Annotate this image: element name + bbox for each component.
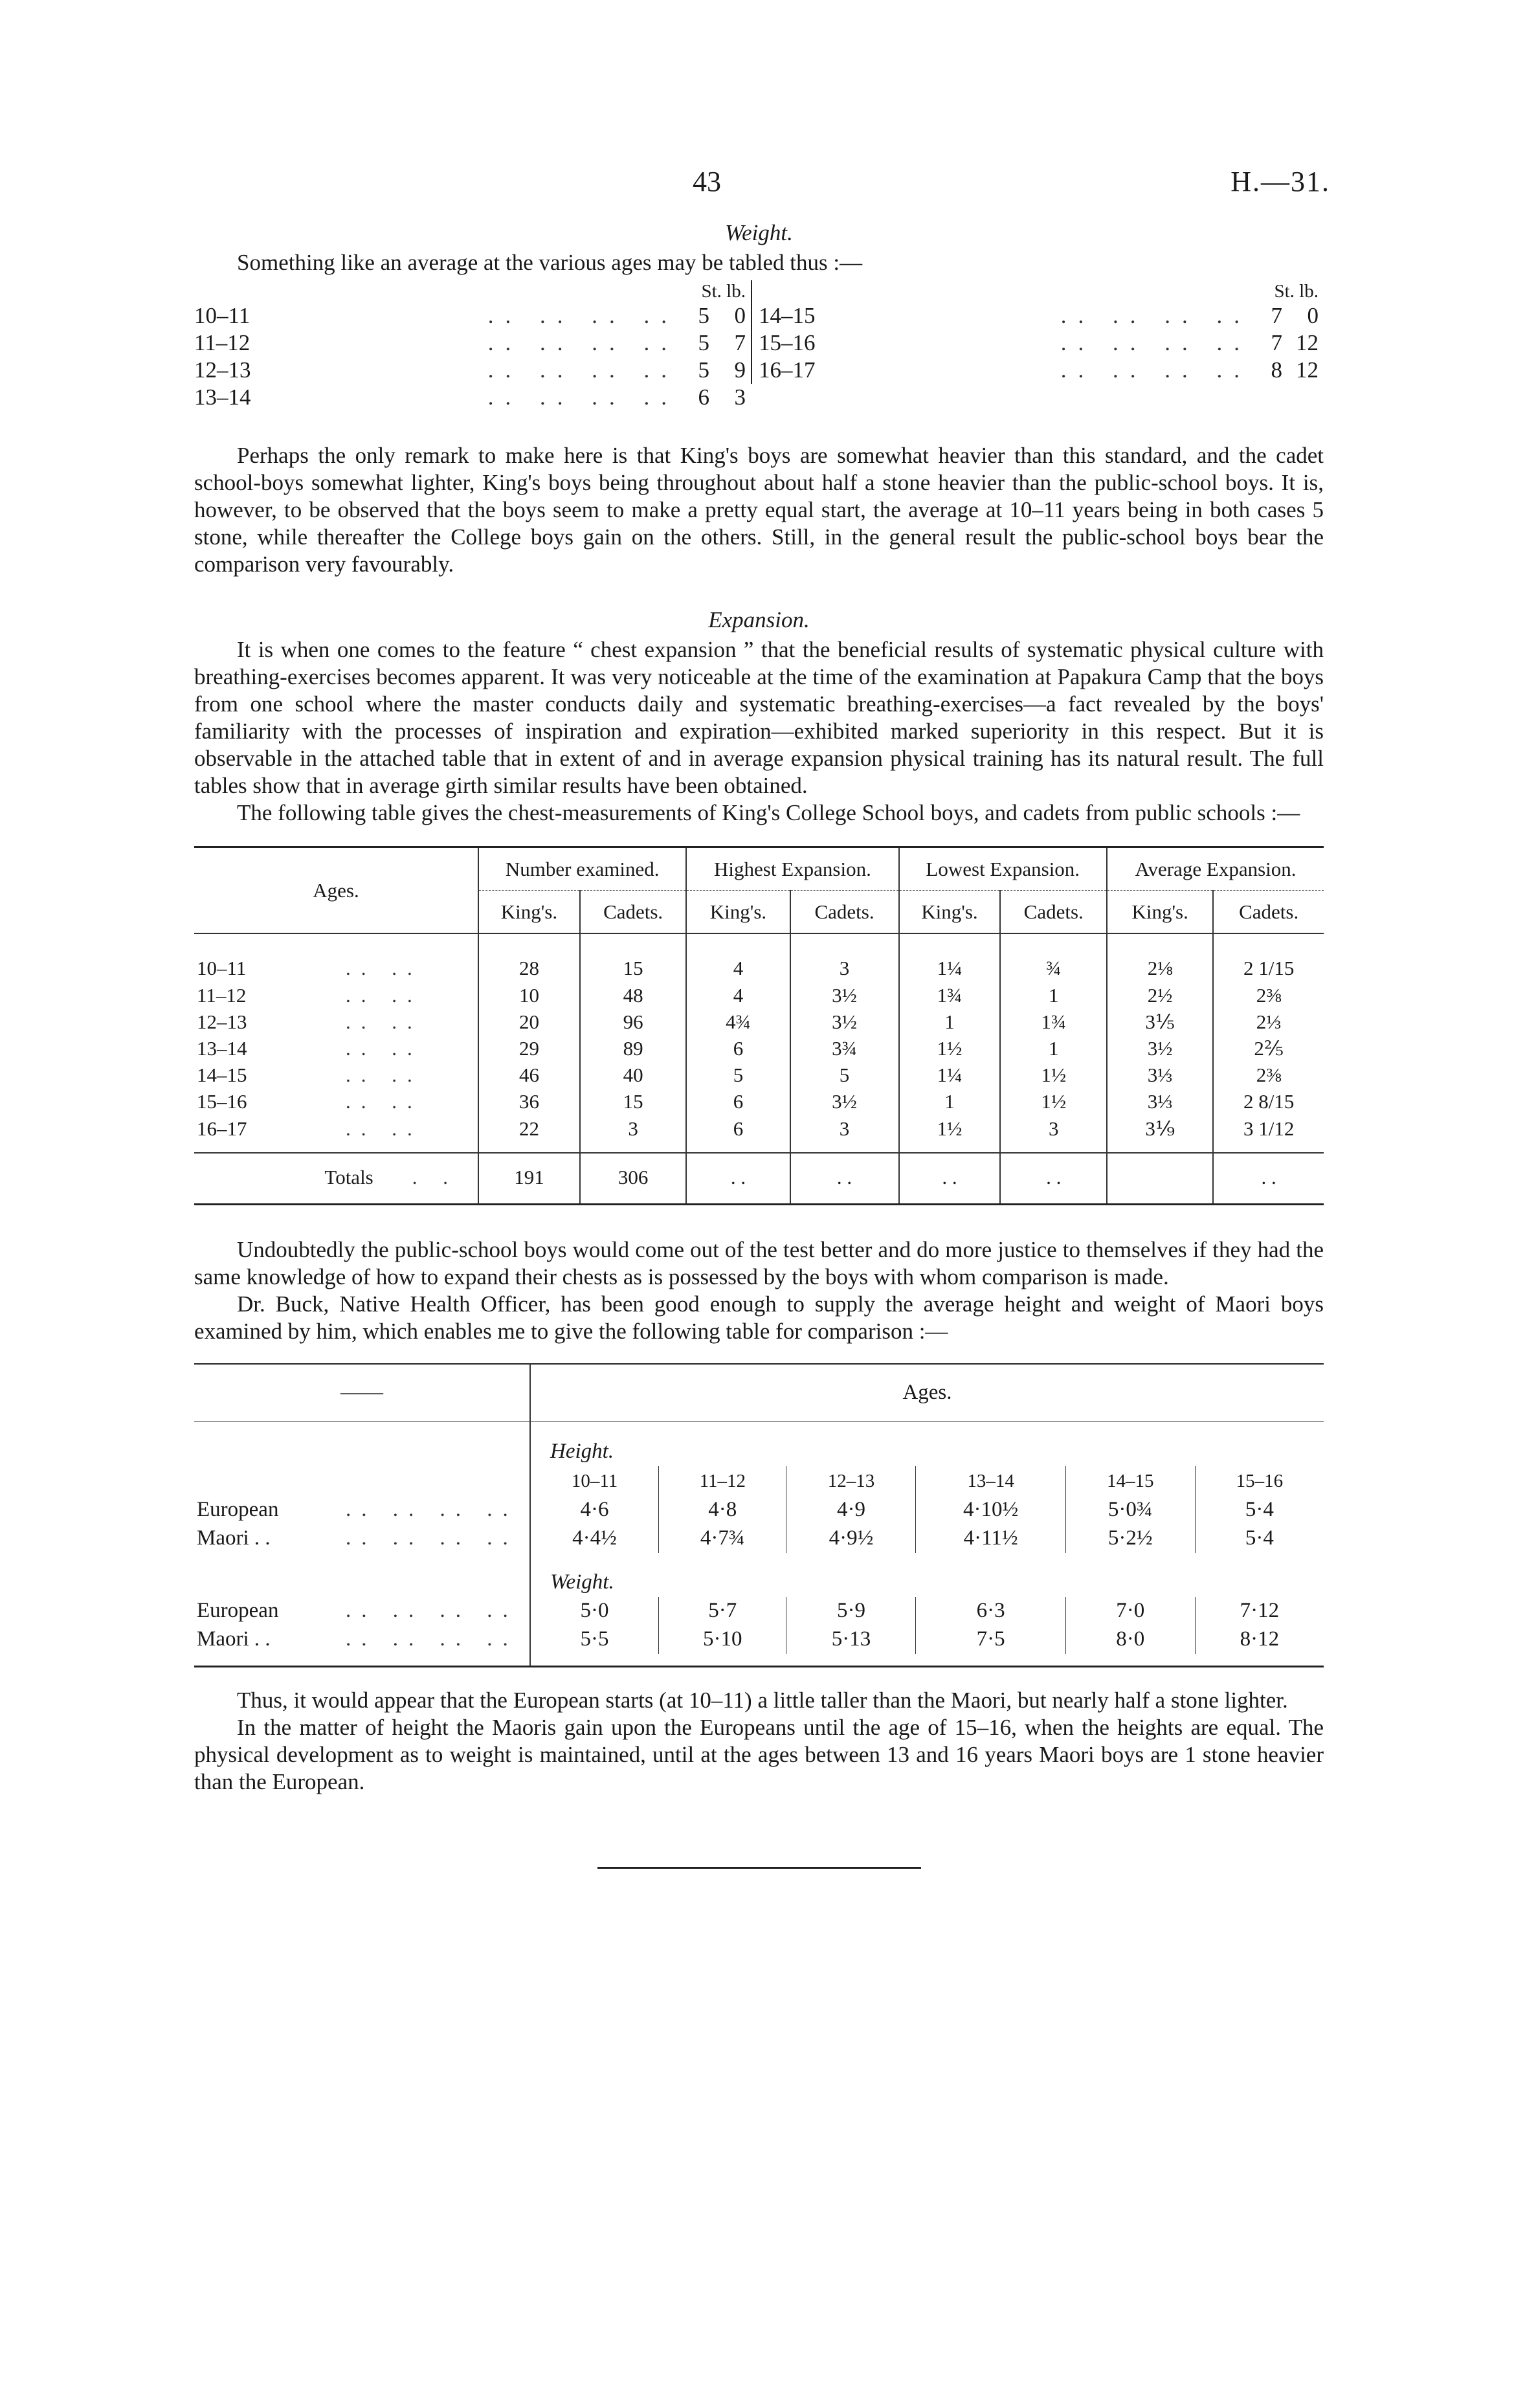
page-header: [194, 165, 1330, 210]
age-cell: 16–17 .. ..: [197, 1117, 423, 1140]
chest-measurement-table: [194, 846, 1324, 1205]
table-row: [194, 1496, 1324, 1524]
value-cell: 5·13: [786, 1625, 916, 1654]
value-cell: 2⅖: [1213, 1035, 1324, 1062]
unit-label: St. lb.: [1274, 281, 1319, 302]
age-cell: 12–13 .. ..: [197, 1010, 423, 1033]
value-cell: 6: [686, 1115, 790, 1153]
row-label: Maori . . .. .. .. ..: [197, 1526, 518, 1550]
weight-row: 10–11 .. .. .. .. 5 0: [194, 303, 746, 328]
table-row: [194, 1009, 1324, 1035]
value-cell: 3: [1000, 1115, 1107, 1153]
value-cell: 5·5: [530, 1625, 659, 1654]
table-row: [194, 1062, 1324, 1088]
value-cell: 2 8/15: [1213, 1088, 1324, 1115]
value-cell: 89: [580, 1035, 687, 1062]
value-cell: 3½: [790, 982, 899, 1009]
value-cell: 8·0: [1065, 1625, 1195, 1654]
totals-row: Totals . . 191 306 . . . . . . . . . .: [194, 1153, 1324, 1205]
table-row: [194, 1625, 1324, 1654]
value-cell: 5·7: [659, 1597, 786, 1625]
value-cell: 5: [686, 1062, 790, 1088]
conclusion-paragraph-1: Thus, it would appear that the European starts (at 10–11) a little taller than the Maori, but nearly half a stone lighter.: [237, 1687, 1288, 1713]
value-cell: ¾: [1000, 933, 1107, 981]
unit-label: St. lb.: [701, 281, 746, 302]
value-cell: 2⅜: [1213, 982, 1324, 1009]
value-cell: 5·2½: [1065, 1524, 1195, 1553]
expansion-caption: Expansion.: [708, 607, 810, 632]
weight-row: 12–13 .. .. .. .. 5 9: [194, 357, 746, 383]
value-cell: 4·11½: [916, 1524, 1065, 1553]
value-cell: 4·4½: [530, 1524, 659, 1553]
value-cell: 1½: [899, 1035, 1001, 1062]
weight-rows: [194, 1597, 1324, 1654]
value-cell: 5·4: [1195, 1496, 1324, 1524]
value-cell: 7·12: [1195, 1597, 1324, 1625]
value-cell: 29: [478, 1035, 580, 1062]
maori-comparison-table: [194, 1363, 1324, 1667]
value-cell: 7·0: [1065, 1597, 1195, 1625]
table-row: [194, 933, 1324, 981]
chest-table-body: [194, 933, 1324, 1152]
value-cell: 1¾: [1000, 1009, 1107, 1035]
value-cell: 7·5: [916, 1625, 1065, 1654]
value-cell: 2⅓: [1213, 1009, 1324, 1035]
page-number: 43: [693, 166, 721, 197]
table-row: [194, 1597, 1324, 1625]
value-cell: 3⅕: [1107, 1009, 1213, 1035]
weight-remark: Perhaps the only remark to make here is that King's boys are somewhat heavier than this standard, and the cadet school-boys somewhat lighter, King's boys being throughout about half a stone heavier than the public-school boys. It is, however, to be observed that the boys seem to make a pretty equal start, the average at 10–11 years being in both cases 5 stone, while thereafter the College boys gain on the others. Still, in the general result the public-school boys bear the comparison very favourably.: [194, 443, 1324, 577]
value-cell: 3½: [790, 1009, 899, 1035]
weight-row: 14–15 .. .. .. .. 7 0: [759, 303, 1319, 328]
kings-subheader: King's.: [686, 891, 790, 934]
value-cell: 6·3: [916, 1597, 1065, 1625]
age-cell: 10–11 .. ..: [197, 957, 423, 980]
stub-dash: ——: [194, 1364, 530, 1422]
cadets-subheader: Cadets.: [790, 891, 899, 934]
value-cell: 5·0¾: [1065, 1496, 1195, 1524]
weight-table-left-column: [194, 280, 751, 411]
value-cell: 3⅑: [1107, 1115, 1213, 1153]
value-cell: 2½: [1107, 982, 1213, 1009]
value-cell: 5: [790, 1062, 899, 1088]
value-cell: 3½: [790, 1088, 899, 1115]
table-row: [194, 1035, 1324, 1062]
weight-caption-row: Weight.: [530, 1553, 1324, 1597]
kings-subheader: King's.: [899, 891, 1001, 934]
age-cell: 13–14 .. ..: [197, 1036, 423, 1060]
table-row: [194, 1524, 1324, 1553]
value-cell: 4·8: [659, 1496, 786, 1524]
value-cell: 96: [580, 1009, 687, 1035]
value-cell: 40: [580, 1062, 687, 1088]
height-caption: Height.: [530, 1421, 1324, 1466]
age-columns-row: 10–11 11–12 12–13 13–14 14–15 15–16: [194, 1466, 1324, 1496]
value-cell: 4·9: [786, 1496, 916, 1524]
height-rows: [194, 1496, 1324, 1553]
weight-row: 16–17 .. .. .. .. 8 12: [759, 357, 1319, 383]
value-cell: 1: [1000, 982, 1107, 1009]
kings-subheader: King's.: [478, 891, 580, 934]
value-cell: 6: [686, 1088, 790, 1115]
value-cell: 4: [686, 933, 790, 981]
value-cell: 20: [478, 1009, 580, 1035]
table-row: [194, 1115, 1324, 1153]
value-cell: 1¾: [899, 982, 1001, 1009]
value-cell: 1: [899, 1009, 1001, 1035]
value-cell: 1½: [1000, 1062, 1107, 1088]
value-cell: 1½: [899, 1115, 1001, 1153]
ages-header: Ages.: [530, 1364, 1324, 1422]
value-cell: 3 1/12: [1213, 1115, 1324, 1153]
cadets-subheader: Cadets.: [580, 891, 687, 934]
value-cell: 1¼: [899, 1062, 1001, 1088]
value-cell: 3⅓: [1107, 1088, 1213, 1115]
age-cell: 15–16 .. ..: [197, 1090, 423, 1113]
value-cell: 3: [790, 933, 899, 981]
value-cell: 3¾: [790, 1035, 899, 1062]
age-cell: 14–15 .. ..: [197, 1064, 423, 1087]
value-cell: 22: [478, 1115, 580, 1153]
value-cell: 48: [580, 982, 687, 1009]
value-cell: 2⅜: [1213, 1062, 1324, 1088]
value-cell: 3½: [1107, 1035, 1213, 1062]
value-cell: 4: [686, 982, 790, 1009]
row-label: European .. .. .. ..: [197, 1498, 518, 1522]
number-examined-header: Number examined.: [478, 847, 686, 891]
expansion-paragraph: It is when one comes to the feature “ chest expansion ” that the beneficial results of systematic physical culture with breathing-exercises becomes apparent. It was very noticeable at the time of the examination at Papakura Camp that the boys from one school where the master conducts daily and systematic breathing-exercises—a fact revealed by the boys' familiarity with the processes of inspiration and expiration—exhibited marked superiority in this respect. But it is observable in the attached table that in extent of and in average expansion physical training has its natural result. The full tables show that in average girth similar results have been obtained.: [194, 637, 1324, 798]
value-cell: 3: [790, 1115, 899, 1153]
maori-intro-paragraph: Dr. Buck, Native Health Officer, has been good enough to supply the average height and weight of Maori boys examined by him, which enables me to give the following table for comparison :—: [194, 1291, 1324, 1344]
table-row: [194, 982, 1324, 1009]
value-cell: 4¾: [686, 1009, 790, 1035]
value-cell: 4·10½: [916, 1496, 1065, 1524]
totals-label: Totals: [324, 1165, 373, 1188]
cadets-subheader: Cadets.: [1213, 891, 1324, 934]
ages-column-header: Ages.: [313, 879, 359, 902]
conclusion-paragraph-2: In the matter of height the Maoris gain upon the Europeans until the age of 15–16, when the heights are equal. The physical development as to weight is maintained, until at the ages between 13 and 16 years Maori boys are 1 stone heavier than the European.: [194, 1714, 1324, 1794]
weight-intro: Something like an average at the various ages may be tabled thus :—: [237, 250, 863, 275]
value-cell: 10: [478, 982, 580, 1009]
value-cell: 4·6: [530, 1496, 659, 1524]
age-cell: 11–12 .. ..: [197, 983, 423, 1007]
highest-expansion-header: Highest Expansion.: [686, 847, 898, 891]
document-reference: H.—31.: [1230, 166, 1330, 197]
value-cell: 36: [478, 1088, 580, 1115]
weight-row: 13–14 .. .. .. .. 6 3: [194, 385, 746, 410]
value-cell: 2 1/15: [1213, 933, 1324, 981]
row-label: European .. .. .. ..: [197, 1599, 518, 1623]
value-cell: 1½: [1000, 1088, 1107, 1115]
average-expansion-header: Average Expansion.: [1107, 847, 1324, 891]
value-cell: 8·12: [1195, 1625, 1324, 1654]
table-intro-paragraph: The following table gives the chest-measurements of King's College School boys, and cadets from public schools :—: [237, 800, 1300, 825]
table-row: [194, 1088, 1324, 1115]
page: [194, 165, 1330, 1869]
value-cell: 6: [686, 1035, 790, 1062]
value-cell: 28: [478, 933, 580, 981]
value-cell: 1: [1000, 1035, 1107, 1062]
chest-conclusion-paragraph: Undoubtedly the public-school boys would come out of the test better and do more justice to themselves if they had the same knowledge of how to expand their chests as is possessed by the boys with whom comparison is made.: [194, 1236, 1324, 1289]
value-cell: 5·4: [1195, 1524, 1324, 1553]
value-cell: 1¼: [899, 933, 1001, 981]
closing-rule: [597, 1867, 921, 1869]
value-cell: 2⅛: [1107, 933, 1213, 981]
weight-average-table: [194, 280, 1324, 416]
value-cell: 5·9: [786, 1597, 916, 1625]
value-cell: 4·9½: [786, 1524, 916, 1553]
value-cell: 4·7¾: [659, 1524, 786, 1553]
value-cell: 15: [580, 933, 687, 981]
value-cell: 5·10: [659, 1625, 786, 1654]
value-cell: 3: [580, 1115, 687, 1153]
value-cell: 5·0: [530, 1597, 659, 1625]
weight-row: 15–16 .. .. .. .. 7 12: [759, 330, 1319, 355]
weight-table-right-column: [751, 280, 1324, 384]
value-cell: 1: [899, 1088, 1001, 1115]
value-cell: 15: [580, 1088, 687, 1115]
weight-caption: Weight.: [725, 220, 793, 245]
weight-row: 11–12 .. .. .. .. 5 7: [194, 330, 746, 355]
value-cell: 3⅓: [1107, 1062, 1213, 1088]
row-label: Maori . . .. .. .. ..: [197, 1627, 518, 1651]
value-cell: 46: [478, 1062, 580, 1088]
cadets-subheader: Cadets.: [1000, 891, 1107, 934]
kings-subheader: King's.: [1107, 891, 1213, 934]
lowest-expansion-header: Lowest Expansion.: [899, 847, 1107, 891]
